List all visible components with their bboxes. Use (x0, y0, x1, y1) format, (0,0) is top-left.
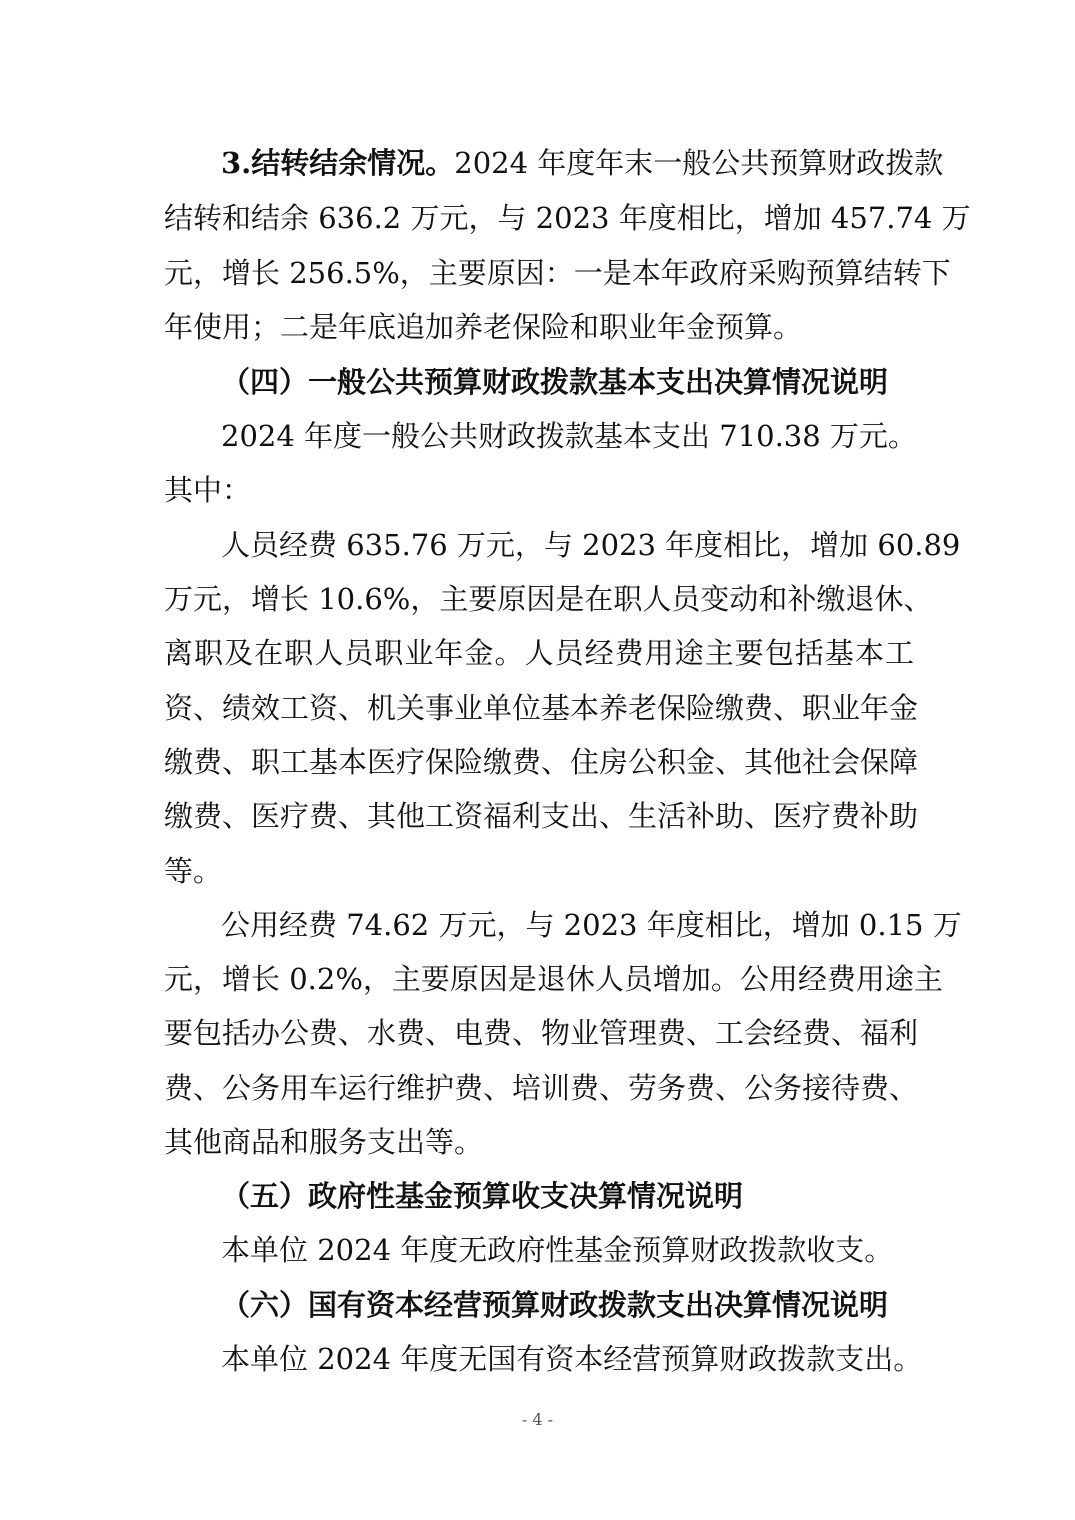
section6-heading: （六）国有资本经营预算财政拨款支出决算情况说明 (221, 1288, 889, 1322)
section3-line-3: 元，增长 256.5%，主要原因：一是本年政府采购预算结转下 (164, 256, 951, 290)
personnel-line-2: 万元，增长 10.6%，主要原因是在职人员变动和补缴退休、 (164, 582, 933, 616)
personnel-line-4: 资、绩效工资、机关事业单位基本养老保险缴费、职业年金 (164, 691, 919, 725)
section3-lead: 3.结转结余情况。 (221, 146, 455, 180)
personnel-line-3: 离职及在职人员职业年金。人员经费用途主要包括基本工 (164, 636, 914, 670)
public-line-1: 公用经费 74.62 万元，与 2023 年度相比，增加 0.15 万 (221, 908, 962, 942)
section3-line-1-text: 2024 年度年末一般公共预算财政拨款 (454, 146, 944, 180)
personnel-line-1: 人员经费 635.76 万元，与 2023 年度相比，增加 60.89 (221, 528, 961, 562)
personnel-line-6: 缴费、医疗费、其他工资福利支出、生活补助、医疗费补助 (164, 799, 919, 833)
public-line-2: 元，增长 0.2%，主要原因是退休人员增加。公用经费用途主 (164, 962, 943, 996)
public-line-3: 要包括办公费、水费、电费、物业管理费、工会经费、福利 (164, 1016, 919, 1050)
section5-body: 本单位 2024 年度无政府性基金预算财政拨款收支。 (221, 1233, 894, 1267)
section3-line-2: 结转和结余 636.2 万元，与 2023 年度相比，增加 457.74 万 (164, 201, 971, 235)
section4-intro-line-1: 2024 年度一般公共财政拨款基本支出 710.38 万元。 (221, 419, 917, 453)
personnel-line-7: 等。 (164, 854, 223, 888)
section5-heading: （五）政府性基金预算收支决算情况说明 (221, 1179, 744, 1213)
section3-line-4: 年使用；二是年底追加养老保险和职业年金预算。 (164, 310, 803, 344)
public-line-4: 费、公务用车运行维护费、培训费、劳务费、公务接待费、 (164, 1071, 919, 1105)
section4-intro-line-2: 其中： (164, 473, 252, 507)
public-line-5: 其他商品和服务支出等。 (164, 1125, 484, 1159)
section4-heading: （四）一般公共预算财政拨款基本支出决算情况说明 (221, 365, 889, 399)
personnel-line-5: 缴费、职工基本医疗保险缴费、住房公积金、其他社会保障 (164, 745, 919, 779)
page-number: - 4 - (521, 1410, 554, 1429)
section3-line-1 (221, 143, 944, 183)
section6-body: 本单位 2024 年度无国有资本经营预算财政拨款支出。 (221, 1342, 923, 1376)
